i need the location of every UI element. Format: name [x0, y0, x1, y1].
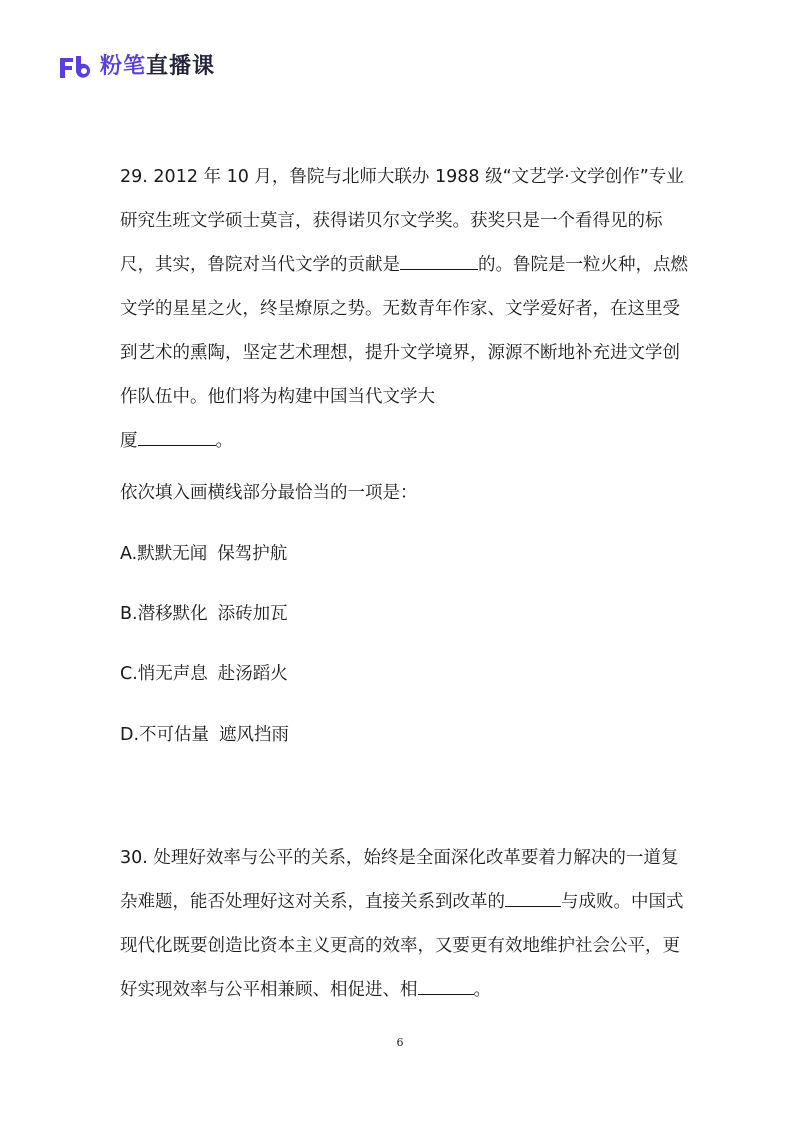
answer-blank-3 — [505, 888, 561, 907]
option-a — [120, 532, 287, 576]
question-30-number: 30. — [120, 848, 148, 868]
option-d-second: 遮风挡雨 — [219, 725, 290, 745]
question-30-stem — [120, 836, 690, 1012]
option-b-label: B. — [120, 604, 138, 624]
option-c-label: C. — [120, 664, 138, 684]
option-b-first: 潜移默化 — [137, 604, 208, 624]
question-29-prompt: 依次填入画横线部分最恰当的一项是： — [120, 483, 418, 503]
question-29-text-part2: 的。鲁院是一粒火种，点燃文学的星星之火，终呈燎原之势。无数青年作家、文学爱好者，在这里受到艺术的熏陶，坚定艺术理想，提升文学境界，源源不断地补充进文学创作队伍中。他们将为构建中国当代文学大 — [120, 255, 688, 407]
option-b — [120, 592, 288, 636]
option-c-first: 悄无声息 — [137, 664, 208, 684]
question-30-text-part2: 与成败。中国式现代化既要创造比资本主义更高的效率，又要更有效地维护社会公平，更好实现效率与公平相兼顾、相促进、相 — [120, 892, 684, 1000]
logo-text — [100, 54, 215, 80]
question-29-text-part1: 2012 年 10 月，鲁院与北师大联办 1988 级“文艺学·文学创作”专业研究生班文学硕士莫言，获得诺贝尔文学奖。获奖只是一个看得见的标尺，其实，鲁院对当代文学的贡献是 — [120, 167, 684, 275]
option-d-label: D. — [120, 725, 140, 745]
option-d — [120, 713, 289, 757]
answer-blank-4 — [418, 976, 474, 995]
question-29-text-part4: 。 — [215, 431, 233, 451]
brand-logo — [58, 52, 215, 82]
question-29-stem — [120, 155, 690, 463]
fb-logo-icon — [58, 54, 94, 80]
question-29-text-part3: 厦 — [120, 431, 138, 451]
question-30-text-part1: 处理好效率与公平的关系，始终是全面深化改革要着力解决的一道复杂难题，能否处理好这对关系，直接关系到改革的 — [120, 848, 679, 912]
answer-blank-2 — [138, 427, 216, 446]
page-number: 6 — [396, 1036, 404, 1049]
answer-blank-1 — [400, 251, 478, 270]
question-29-number: 29. — [120, 167, 148, 187]
option-a-second: 保驾护航 — [217, 544, 288, 564]
option-a-label: A. — [120, 544, 138, 564]
option-c — [120, 652, 288, 696]
question-30-text-part3: 。 — [473, 980, 491, 1000]
option-c-second: 赴汤蹈火 — [217, 664, 288, 684]
logo-brand-text: 粉笔 — [100, 54, 147, 79]
option-a-first: 默默无闻 — [137, 544, 208, 564]
option-d-first: 不可估量 — [139, 725, 210, 745]
logo-product-text: 直播课 — [146, 54, 216, 79]
option-b-second: 添砖加瓦 — [217, 604, 288, 624]
